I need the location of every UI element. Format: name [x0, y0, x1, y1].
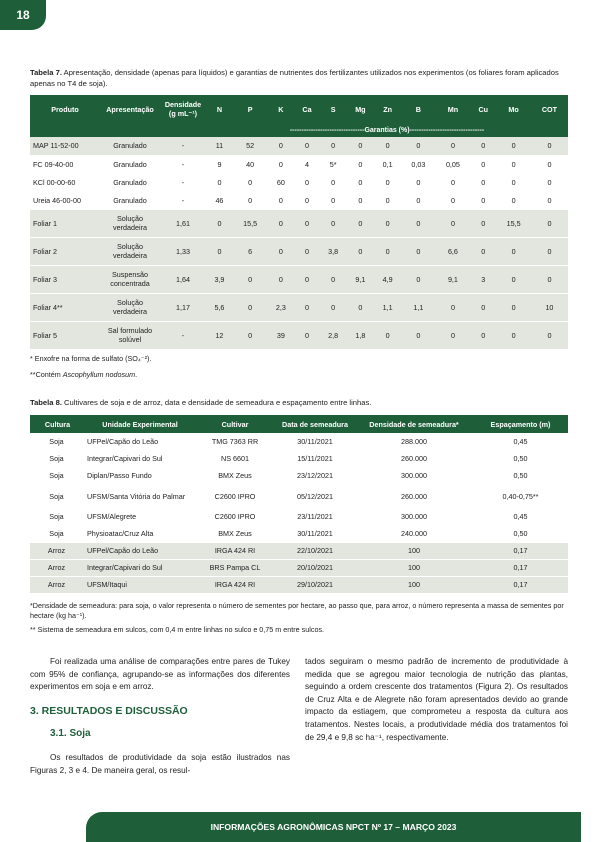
footer-banner: INFORMAÇÕES AGRONÔMICAS NPCT Nº 17 – MARÇO 2023	[86, 812, 581, 842]
table-cell: 0	[436, 137, 471, 155]
table-cell: 0	[496, 173, 531, 191]
table-cell: MAP 11-52-00	[30, 137, 100, 155]
table8	[30, 415, 568, 594]
table-cell: 40	[233, 155, 268, 173]
table-row	[30, 467, 568, 484]
table-cell: 0,1	[374, 155, 401, 173]
table-cell: 9	[206, 155, 233, 173]
table-cell: 0	[496, 321, 531, 349]
table-cell: Physioatac/Cruz Alta	[85, 525, 195, 542]
t7-header-cell: Densidade (g mL⁻¹)	[160, 95, 206, 123]
table-cell: Arroz	[30, 542, 85, 559]
table-cell: 4,9	[374, 265, 401, 293]
table-cell: -	[160, 155, 206, 173]
table-cell: 0	[347, 155, 375, 173]
t8-header-cell: Espaçamento (m)	[473, 415, 568, 433]
table-cell: 1,8	[347, 321, 375, 349]
table-row	[30, 237, 568, 265]
table-cell: Foliar 2	[30, 237, 100, 265]
table-cell: BRS Pampa CL	[195, 559, 275, 576]
t7-header-cell: Apresentação	[100, 95, 160, 123]
table-cell: Foliar 4**	[30, 293, 100, 321]
table-cell: 30/11/2021	[275, 433, 355, 450]
table-cell: Foliar 3	[30, 265, 100, 293]
table-cell: 0,50	[473, 450, 568, 467]
t8-header-cell: Data de semeadura	[275, 415, 355, 433]
table-cell: 2,3	[267, 293, 294, 321]
table-cell: 4	[294, 155, 319, 173]
table-cell: 0	[233, 321, 268, 349]
table8-caption-text: Cultivares de soja e de arroz, data e densidade de semeadura e espaçamento entre linhas.	[61, 398, 372, 407]
t8-header-cell: Densidade de semeadura*	[355, 415, 473, 433]
table-cell: 0,03	[401, 155, 436, 173]
t8-header-cell: Unidade Experimental	[85, 415, 195, 433]
table-cell: 0	[320, 209, 347, 237]
table-cell: 0	[470, 237, 496, 265]
table-cell: 0	[436, 321, 471, 349]
table-cell: 0	[267, 191, 294, 209]
table-cell: 0	[531, 209, 568, 237]
page-number: 18	[0, 0, 46, 30]
table7-note2-italic: Ascophyllum nodosum	[62, 370, 136, 379]
table-cell: 0	[496, 293, 531, 321]
table-cell: 0,40-0,75**	[473, 484, 568, 508]
table7-caption-text: Apresentação, densidade (apenas para líquidos) e garantias de nutrientes dos fertilizantes utilizados nos experimentos (os foliares foram aplicados apenas no T4 de soja).	[30, 68, 559, 88]
table-cell: Solução verdadeira	[100, 237, 160, 265]
table-cell: 0	[233, 191, 268, 209]
table-cell: 300.000	[355, 508, 473, 525]
table-cell: Arroz	[30, 576, 85, 593]
table-cell: 0	[531, 137, 568, 155]
table-cell: 9,1	[347, 265, 375, 293]
table-cell: 0	[374, 321, 401, 349]
table-cell: 0	[436, 191, 471, 209]
table-cell: 0	[347, 237, 375, 265]
table-cell: 30/11/2021	[275, 525, 355, 542]
table-cell: 0	[347, 293, 375, 321]
table-row	[30, 155, 568, 173]
table-cell: 0,50	[473, 525, 568, 542]
table-cell: 5*	[320, 155, 347, 173]
table8-caption	[30, 398, 568, 409]
table-cell: 1,33	[160, 237, 206, 265]
table-cell: 9,1	[436, 265, 471, 293]
table-cell: 15,5	[496, 209, 531, 237]
t7-header-cell: S	[320, 95, 347, 123]
table8-header-row	[30, 415, 568, 433]
table-cell: 0	[470, 137, 496, 155]
table-cell: 2,8	[320, 321, 347, 349]
t7-header-cell: COT	[531, 95, 568, 123]
table-cell: 0	[496, 237, 531, 265]
table-cell: 100	[355, 559, 473, 576]
table-cell: 60	[267, 173, 294, 191]
table-cell: 0	[206, 173, 233, 191]
table-cell: 3,9	[206, 265, 233, 293]
table-cell: 0	[320, 173, 347, 191]
table-cell: 0	[294, 191, 319, 209]
table-cell: 46	[206, 191, 233, 209]
table-cell: Foliar 5	[30, 321, 100, 349]
table-cell: Solução verdadeira	[100, 209, 160, 237]
table7-garantias-row	[30, 123, 568, 137]
table-cell: 0	[233, 293, 268, 321]
table-cell: 0	[320, 191, 347, 209]
table-cell: 0	[347, 191, 375, 209]
table-cell: 3	[470, 265, 496, 293]
table7-note2-prefix: **Contém	[30, 370, 63, 379]
table-cell: 23/11/2021	[275, 508, 355, 525]
table-row	[30, 559, 568, 576]
table-cell: 260.000	[355, 484, 473, 508]
table-cell: 0	[401, 173, 436, 191]
table-cell: TMG 7363 RR	[195, 433, 275, 450]
t8-header-cell: Cultivar	[195, 415, 275, 433]
table-cell: 0	[294, 209, 319, 237]
table-cell: Soja	[30, 433, 85, 450]
garantias-label: --------------------------------Garantias (%)--------------------------------	[206, 123, 568, 137]
table7-note2-suffix: .	[135, 370, 138, 379]
table-cell: Granulado	[100, 173, 160, 191]
table-cell: 39	[267, 321, 294, 349]
table-cell: 0	[320, 293, 347, 321]
body-right-para: tados seguiram o mesmo padrão de incremento de produtividade à medida que se agregou maior tecnologia de nutrição das plantas, seguindo a ordem crescente dos tratamentos (Figura 2). Os resultados de Cruz Alta e de Alegrete não foram apresentados devido ao grande impacto da estiagem, que comprometeu a resposta da cultura aos tratamentos. Nestes locais, a produtividade média dos tratamentos foi de 29,4 e 9,8 sc ha⁻¹, respectivamente.	[305, 657, 568, 742]
table-cell: 23/12/2021	[275, 467, 355, 484]
table-cell: 0	[267, 155, 294, 173]
table-row	[30, 576, 568, 593]
table-cell: 0	[496, 265, 531, 293]
table-cell: 15/11/2021	[275, 450, 355, 467]
table-cell: 0	[374, 209, 401, 237]
table-row	[30, 542, 568, 559]
table7-header-row	[30, 95, 568, 123]
table-cell: 0	[267, 237, 294, 265]
t7-header-cell: Zn	[374, 95, 401, 123]
table-cell: 0	[531, 155, 568, 173]
table-cell: Granulado	[100, 191, 160, 209]
table-cell: Granulado	[100, 155, 160, 173]
table-cell: 10	[531, 293, 568, 321]
table-row	[30, 265, 568, 293]
table-cell: 0,17	[473, 576, 568, 593]
t7-header-cell: Mo	[496, 95, 531, 123]
subsection-heading: 3.1. Soja	[50, 728, 91, 739]
table-cell: 0	[374, 173, 401, 191]
table-row	[30, 191, 568, 209]
table-cell: 0	[294, 137, 319, 155]
table-cell: 0	[294, 173, 319, 191]
table-cell: 0	[496, 137, 531, 155]
table-cell: 0	[401, 237, 436, 265]
t7-header-cell: N	[206, 95, 233, 123]
table-cell: 0	[206, 209, 233, 237]
t7-header-cell: P	[233, 95, 268, 123]
table-cell: 0	[294, 237, 319, 265]
table-cell: 11	[206, 137, 233, 155]
table-cell: 0	[294, 293, 319, 321]
table-cell: 0	[470, 173, 496, 191]
table-cell: 0	[347, 209, 375, 237]
table-cell: C2600 IPRO	[195, 508, 275, 525]
body-left-para1: Foi realizada uma análise de comparações entre pares de Tukey com 95% de confiança, agrupando-se as informações dos diferentes experimentos em soja e em arroz.	[30, 657, 290, 692]
t7-header-cell: Ca	[294, 95, 319, 123]
table7-caption	[30, 68, 568, 89]
table-cell: 0	[531, 191, 568, 209]
table-row	[30, 525, 568, 542]
table-row	[30, 508, 568, 525]
table-cell: BMX Zeus	[195, 525, 275, 542]
table-cell: 0	[267, 209, 294, 237]
table-cell: 0	[436, 293, 471, 321]
table-cell: 3,8	[320, 237, 347, 265]
table-cell: 0	[320, 265, 347, 293]
table-row	[30, 137, 568, 155]
table-cell: Suspensão concentrada	[100, 265, 160, 293]
table7	[30, 95, 568, 350]
t7-header-cell: Produto	[30, 95, 100, 123]
table-row	[30, 321, 568, 349]
table-cell: UFPel/Capão do Leão	[85, 433, 195, 450]
table-cell: 05/12/2021	[275, 484, 355, 508]
table8-note1: *Densidade de semeadura: para soja, o valor representa o número de sementes por hectare, ao passo que, para arroz, o número representa a massa de sementes por hectare (kg ha⁻¹).	[30, 601, 564, 620]
table-cell: 5,6	[206, 293, 233, 321]
table-cell: 0	[267, 265, 294, 293]
t7-header-cell: B	[401, 95, 436, 123]
table-cell: 100	[355, 576, 473, 593]
table-cell: -	[160, 191, 206, 209]
table-cell: 0	[294, 265, 319, 293]
table-cell: 1,1	[374, 293, 401, 321]
table-cell: 22/10/2021	[275, 542, 355, 559]
table-cell: 20/10/2021	[275, 559, 355, 576]
table-cell: 1,17	[160, 293, 206, 321]
table-cell: 0	[470, 155, 496, 173]
t7-header-cell: Cu	[470, 95, 496, 123]
table-cell: 0	[233, 173, 268, 191]
table-cell: 12	[206, 321, 233, 349]
table-cell: 0	[401, 265, 436, 293]
table-cell: 52	[233, 137, 268, 155]
table-cell: Solução verdadeira	[100, 293, 160, 321]
table-cell: 0	[470, 191, 496, 209]
table-cell: 0	[347, 173, 375, 191]
table-cell: FC 09-40-00	[30, 155, 100, 173]
table8-caption-label: Tabela 8.	[30, 398, 62, 407]
table-cell: 0	[531, 265, 568, 293]
table-cell: 1,61	[160, 209, 206, 237]
table-cell: 0	[347, 137, 375, 155]
table-cell: 0	[401, 191, 436, 209]
table-cell: Foliar 1	[30, 209, 100, 237]
table-cell: 0,17	[473, 542, 568, 559]
table-cell: 0	[470, 321, 496, 349]
table-cell: 0	[470, 209, 496, 237]
t7-header-cell: Mg	[347, 95, 375, 123]
table-cell: Diplan/Passo Fundo	[85, 467, 195, 484]
table-cell: 0	[374, 237, 401, 265]
t7-header-cell: K	[267, 95, 294, 123]
table-cell: 0,45	[473, 508, 568, 525]
table-cell: 260.000	[355, 450, 473, 467]
table-cell: 0	[206, 237, 233, 265]
table-cell: Sal formulado solúvel	[100, 321, 160, 349]
table-row	[30, 450, 568, 467]
table-cell: 0	[233, 265, 268, 293]
table-cell: UFSM/Alegrete	[85, 508, 195, 525]
table-cell: 1,64	[160, 265, 206, 293]
table7-caption-label: Tabela 7.	[30, 68, 62, 77]
table-cell: Integrar/Capivari do Sul	[85, 559, 195, 576]
table-cell: 0	[267, 137, 294, 155]
table-cell: -	[160, 321, 206, 349]
table-cell: 0	[531, 237, 568, 265]
table-cell: UFSM/Santa Vitória do Palmar	[85, 484, 195, 508]
table-cell: UFSM/Itaqui	[85, 576, 195, 593]
table-cell: IRGA 424 RI	[195, 576, 275, 593]
table-cell: Ureia 46-00-00	[30, 191, 100, 209]
table-cell: UFPel/Capão do Leão	[85, 542, 195, 559]
table-row	[30, 173, 568, 191]
table-cell: 0	[374, 191, 401, 209]
table-cell: 0	[496, 155, 531, 173]
table-cell: BMX Zeus	[195, 467, 275, 484]
table-cell: 300.000	[355, 467, 473, 484]
table-cell: Soja	[30, 467, 85, 484]
table-cell: 0	[470, 293, 496, 321]
table-cell: 100	[355, 542, 473, 559]
table-row	[30, 484, 568, 508]
table-row	[30, 433, 568, 450]
table-cell: Arroz	[30, 559, 85, 576]
table-cell: 0	[496, 191, 531, 209]
table-cell: C2600 IPRO	[195, 484, 275, 508]
table-row	[30, 293, 568, 321]
table7-note1: * Enxofre na forma de sulfato (SO₄⁻²).	[30, 354, 152, 363]
table-cell: 0	[531, 173, 568, 191]
table-cell: 0,45	[473, 433, 568, 450]
table8-note2: ** Sistema de semeadura em sulcos, com 0,4 m entre linhas no sulco e 0,75 m entre sulcos.	[30, 625, 325, 634]
table-cell: 0	[374, 137, 401, 155]
table-cell: 0	[401, 137, 436, 155]
table-cell: Soja	[30, 450, 85, 467]
table-cell: 0,17	[473, 559, 568, 576]
table-cell: 1,1	[401, 293, 436, 321]
table-cell: Soja	[30, 525, 85, 542]
table-cell: 0	[401, 321, 436, 349]
table-cell: 0	[401, 209, 436, 237]
section-heading: 3. RESULTADOS E DISCUSSÃO	[30, 705, 188, 717]
body-left-para2: Os resultados de produtividade da soja estão ilustrados nas Figuras 2, 3 e 4. De maneira geral, os resul-	[30, 753, 290, 775]
table-cell: Granulado	[100, 137, 160, 155]
table-cell: Integrar/Capivari do Sul	[85, 450, 195, 467]
table-cell: 288.000	[355, 433, 473, 450]
table-cell: Soja	[30, 508, 85, 525]
table-cell: -	[160, 137, 206, 155]
table7-note2	[30, 370, 570, 380]
table-cell: 0,50	[473, 467, 568, 484]
table-row	[30, 209, 568, 237]
table-cell: 6	[233, 237, 268, 265]
t7-header-cell: Mn	[436, 95, 471, 123]
table-cell: IRGA 424 RI	[195, 542, 275, 559]
table-cell: 0	[531, 321, 568, 349]
table-cell: 29/10/2021	[275, 576, 355, 593]
table-cell: 0	[320, 137, 347, 155]
t8-header-cell: Cultura	[30, 415, 85, 433]
table-cell: KCl 00-00-60	[30, 173, 100, 191]
table-cell: 0	[436, 173, 471, 191]
table-cell: NS 6601	[195, 450, 275, 467]
table-cell: 0,05	[436, 155, 471, 173]
table-cell: 6,6	[436, 237, 471, 265]
table-cell: 0	[294, 321, 319, 349]
table-cell: 0	[436, 209, 471, 237]
table-cell: Soja	[30, 484, 85, 508]
table-cell: 240.000	[355, 525, 473, 542]
table-cell: 15,5	[233, 209, 268, 237]
table-cell: -	[160, 173, 206, 191]
